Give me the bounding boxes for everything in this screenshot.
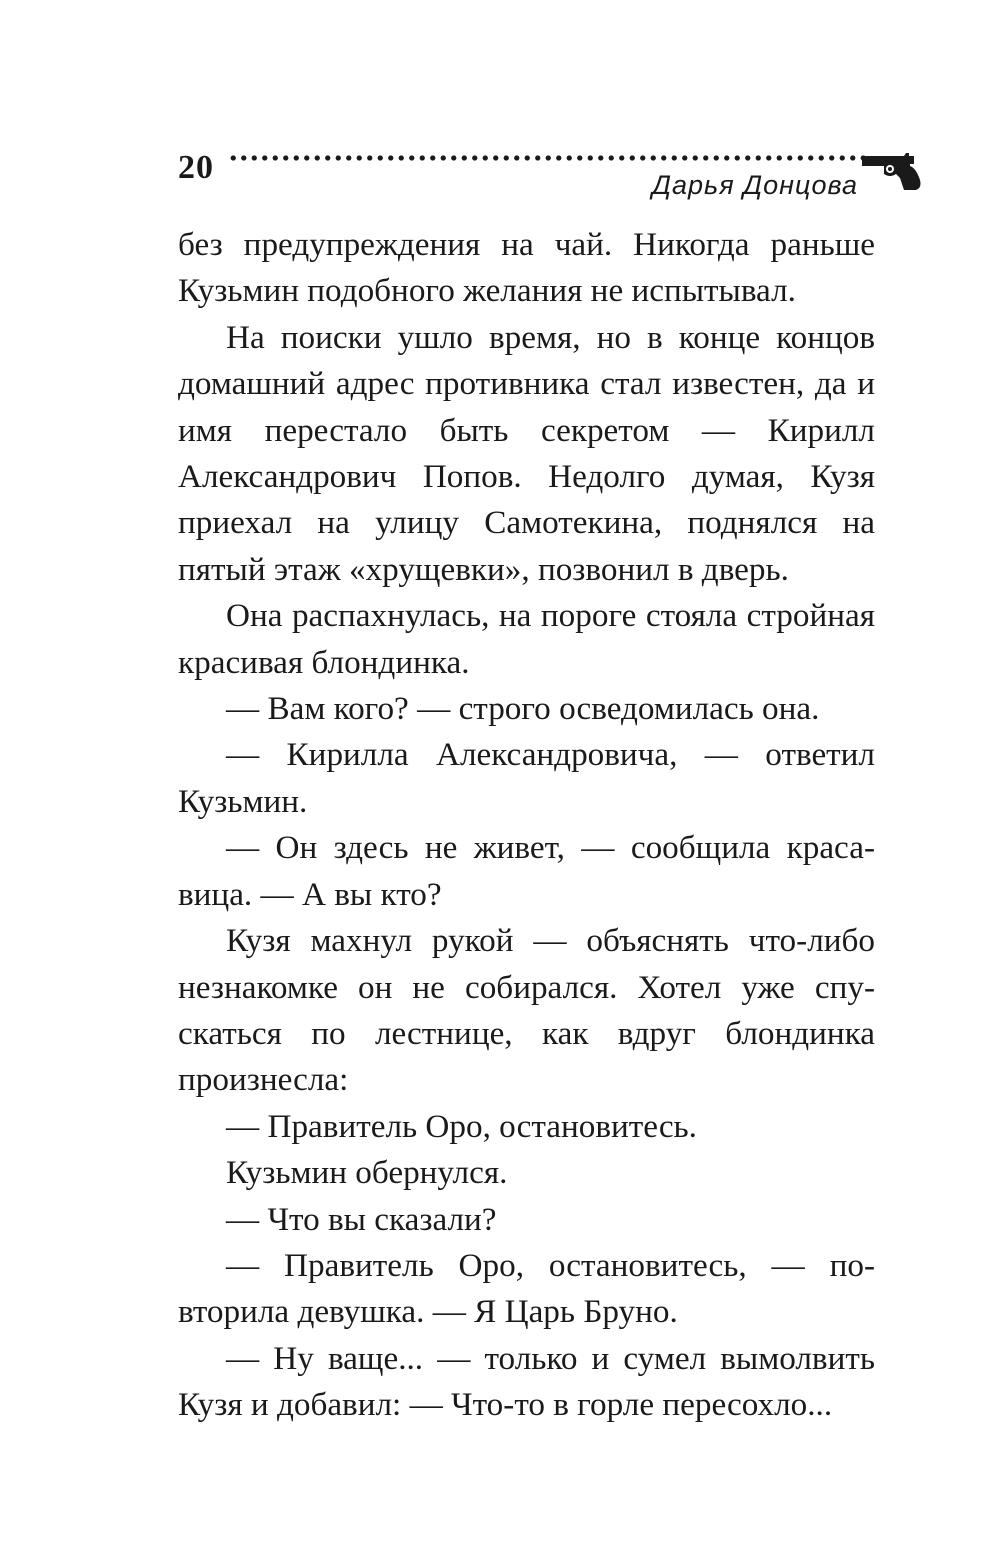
dialogue-line: — Вам кого? — строго осведомилась она. bbox=[226, 690, 820, 728]
revolver-icon bbox=[860, 148, 924, 192]
page-number: 20 bbox=[178, 149, 214, 186]
dialogue-line: — Правитель Оро, остановитесь. bbox=[226, 1107, 697, 1145]
dialogue-line: — Что вы сказали? bbox=[226, 1200, 497, 1238]
paragraph: Кузьмин обернулся. bbox=[226, 1154, 508, 1192]
body-text bbox=[178, 222, 875, 1429]
paragraph: Она распахнулась, на пороге стояла стройная красивая блондинка. bbox=[178, 597, 875, 681]
paragraph: без предупреждения на чай. Никогда раньше Кузьмин подобного желания не испытывал. bbox=[178, 226, 875, 310]
dialogue-line: — Он здесь не живет, — сообщила красавица. — А вы кто? bbox=[178, 829, 875, 913]
dialogue-line: — Правитель Оро, остановитесь, — повторила девушка. — Я Царь Бруно. bbox=[178, 1246, 875, 1331]
dialogue-line: — Кирилла Александровича, — ответил Кузьмин. bbox=[178, 736, 875, 820]
dialogue-line: — Ну ваще... — только и сумел вымолвить Кузя и добавил: — Что-то в горле пересохло... bbox=[178, 1339, 875, 1424]
author-name: Дарья Донцова bbox=[651, 170, 858, 200]
paragraph: Кузя махнул рукой — объяснять что-либо незнакомке он не собирался. Хотел уже спускаться по лестнице, как вдруг блондинка произнесла: bbox=[178, 922, 875, 1099]
paragraph: На поиски ушло время, но в конце концов домашний адрес противника стал известен, да и имя перестало быть секретом — Кирилл Александрович Попов. Недолго думая, Кузя приехал на улицу Самотекина, поднялся на пятый этаж «хрущевки», позвонил в дверь. bbox=[178, 318, 875, 588]
dotted-rule bbox=[228, 150, 868, 166]
